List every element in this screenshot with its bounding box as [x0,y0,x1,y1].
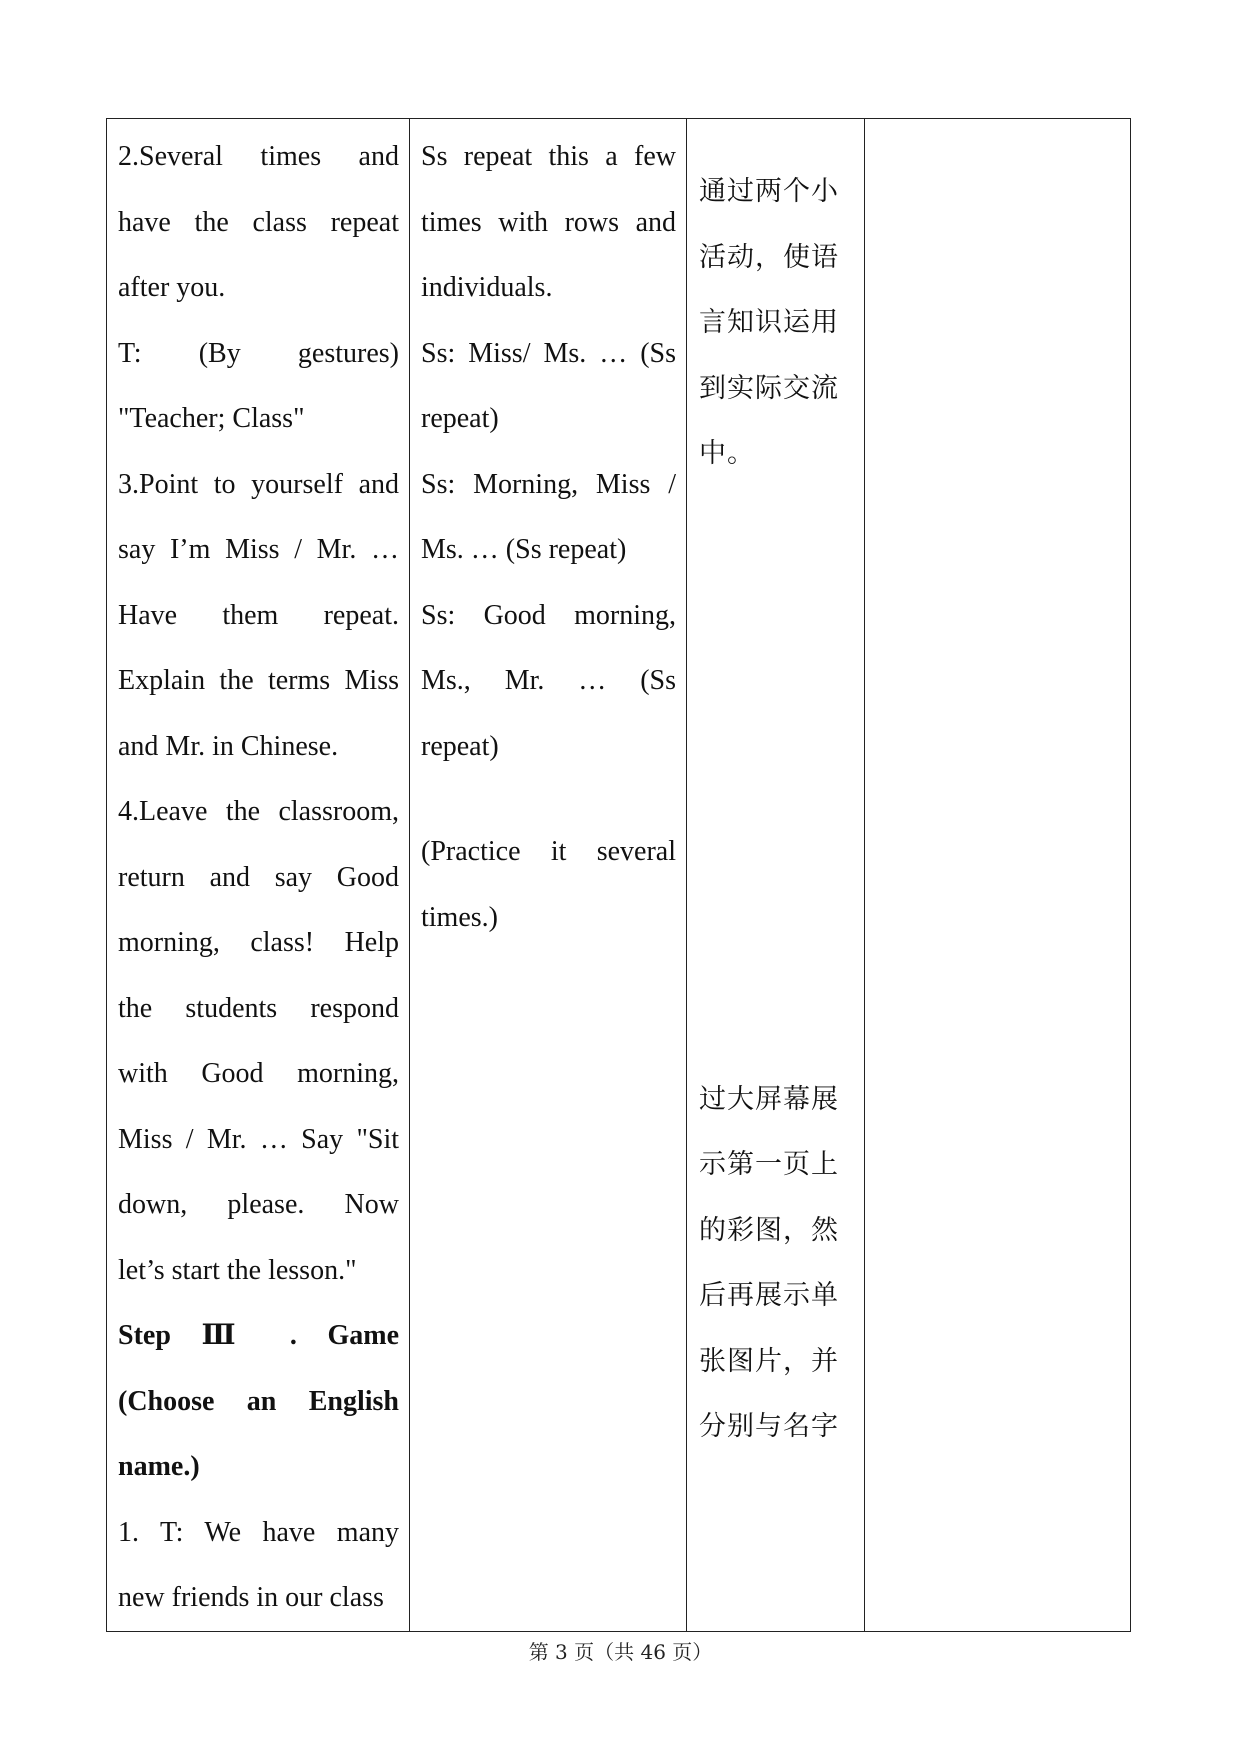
text-line: and Mr. in Chinese. [118,730,339,762]
text-line: Ss repeat this a few [421,141,676,172]
text-line: return and say Good [118,861,399,893]
text-line: say I’m Miss / Mr. … [118,534,399,565]
text-line: T: (By gestures) [118,337,399,369]
text-line: down, please. Now [118,1189,399,1220]
text-line: 张图片，并 [699,1345,839,1377]
text-line: with Good morning, [118,1058,399,1089]
text-line: let’s start the lesson." [118,1254,357,1286]
text-line: Ss: Good morning, [421,599,676,631]
text-line: times with rows and [421,206,676,238]
text-line: 的彩图，然 [699,1214,839,1246]
spacer [421,779,676,819]
text-line: 示第一页上 [699,1149,839,1180]
text-line: morning, class! Help [118,927,399,958]
text-line: Ms. … (Ss repeat) [421,534,627,565]
student-activity-cell [410,119,687,1632]
text-line: times.) [421,901,498,933]
text-line: Ms., Mr. … (Ss [421,665,676,696]
text-line: Have them repeat. [118,599,399,631]
text-line: 1. T: We have many [118,1516,399,1548]
lesson-plan-table [106,118,1131,1632]
text-line: 到实际交流 [699,372,839,404]
text-line: repeat) [421,403,499,434]
text-line: 活动，使语 [699,241,839,273]
design-intent-cell [687,119,865,1632]
text-line: after you. [118,272,226,303]
text-line: Miss / Mr. … Say "Sit [118,1123,399,1155]
text-line: have the class repeat [118,206,399,238]
text-line: 2.Several times and [118,141,399,172]
text-line: 言知识运用 [699,307,839,338]
text-line: the students respond [118,992,399,1024]
text-line: repeat) [421,730,499,762]
teacher-activity-text [107,119,409,1631]
text-line: (Practice it several [421,836,676,867]
design-intent-text [687,119,864,1460]
text-line: 4.Leave the classroom, [118,796,399,827]
text-line: 过大屏幕展 [699,1083,839,1115]
text-line: new friends in our class [118,1582,384,1613]
text-line: Step Ⅲ . Game [118,1320,399,1351]
page-number-footer: 第 3 页（共 46 页） [528,1640,713,1664]
text-line: 3.Point to yourself and [118,468,399,500]
notes-cell [865,119,1131,1632]
text-line: 通过两个小 [699,176,839,207]
student-activity-text [410,119,686,950]
table-row [107,119,1131,1632]
text-line: Ss: Morning, Miss / [421,468,676,500]
text-line: Ss: Miss/ Ms. … (Ss [421,337,676,369]
spacer [699,487,856,1067]
text-line: individuals. [421,272,553,303]
text-line: 后再展示单 [699,1280,839,1311]
text-line: (Choose an English [118,1385,399,1417]
text-line: Explain the terms Miss [118,665,399,696]
text-line: name.) [118,1451,200,1482]
text-line: "Teacher; Class" [118,403,305,434]
text-line: 分别与名字 [699,1411,839,1442]
text-line: 中。 [699,438,755,469]
teacher-activity-cell [107,119,410,1632]
